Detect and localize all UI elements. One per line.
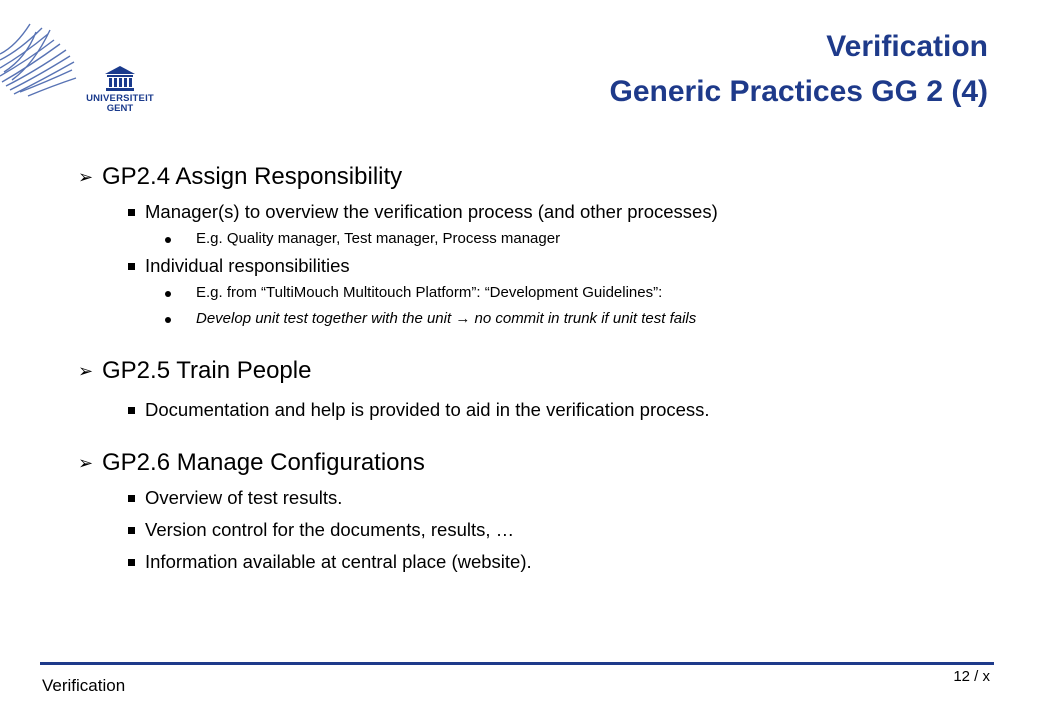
sub-bullet-text: E.g. from “TultiMouch Multitouch Platform”: “Development Guidelines”: xyxy=(196,284,663,301)
sub-bullet-item xyxy=(78,280,998,306)
bullet-item xyxy=(78,548,998,576)
bullet-item xyxy=(78,198,998,226)
dot-bullet-icon xyxy=(165,237,171,243)
square-bullet-icon xyxy=(128,527,135,534)
section-heading xyxy=(78,446,998,480)
bullet-text: Individual responsibilities xyxy=(145,255,350,276)
logo-line-2: GENT xyxy=(106,103,134,114)
university-building-icon xyxy=(103,64,137,92)
page-number: 12 / x xyxy=(953,668,990,685)
bullet-text: Documentation and help is provided to aid in the verification process. xyxy=(145,399,710,420)
square-bullet-icon xyxy=(128,209,135,216)
arrow-bullet-icon: ➢ xyxy=(78,167,94,187)
bullet-text: Overview of test results. xyxy=(145,487,343,508)
sub-bullet-item xyxy=(78,226,998,252)
slide-title-line-1: Verification xyxy=(826,30,988,63)
bullet-item xyxy=(78,396,998,424)
bullet-text: Version control for the documents, results, … xyxy=(145,519,515,540)
right-arrow-icon: → xyxy=(455,310,471,327)
logo-line-1: UNIVERSITEIT xyxy=(86,93,154,104)
bullet-text: Information available at central place (website). xyxy=(145,551,532,572)
bullet-item xyxy=(78,252,998,280)
slide-title-line-2: Generic Practices GG 2 (4) xyxy=(609,75,988,108)
section-heading-text: GP2.4 Assign Responsibility xyxy=(102,163,403,190)
square-bullet-icon xyxy=(128,263,135,270)
dot-bullet-icon xyxy=(165,317,171,323)
university-logo-area xyxy=(0,20,190,140)
footer-title: Verification xyxy=(42,676,126,695)
square-bullet-icon xyxy=(128,495,135,502)
section-heading-text: GP2.5 Train People xyxy=(102,357,312,384)
bullet-text: Manager(s) to overview the verification process (and other processes) xyxy=(145,201,718,222)
sub-bullet-item xyxy=(78,306,998,332)
section-heading xyxy=(78,160,998,194)
square-bullet-icon xyxy=(128,559,135,566)
section-heading xyxy=(78,354,998,388)
sub-bullet-text-part-2: no commit in trunk if unit test fails xyxy=(470,310,697,327)
university-logo xyxy=(80,64,160,114)
footer-divider xyxy=(40,662,994,665)
dot-bullet-icon xyxy=(165,291,171,297)
sub-bullet-text xyxy=(165,310,696,327)
arrow-bullet-icon: ➢ xyxy=(78,361,94,381)
bullet-item xyxy=(78,516,998,544)
section-heading-text: GP2.6 Manage Configurations xyxy=(102,449,425,476)
arrow-bullet-icon: ➢ xyxy=(78,453,94,473)
square-bullet-icon xyxy=(128,407,135,414)
slide-body xyxy=(78,160,998,576)
slide-title xyxy=(609,24,988,114)
sub-bullet-text: E.g. Quality manager, Test manager, Process manager xyxy=(196,230,561,247)
bullet-item xyxy=(78,484,998,512)
sub-bullet-text-part-1: Develop unit test together with the unit xyxy=(196,310,456,327)
